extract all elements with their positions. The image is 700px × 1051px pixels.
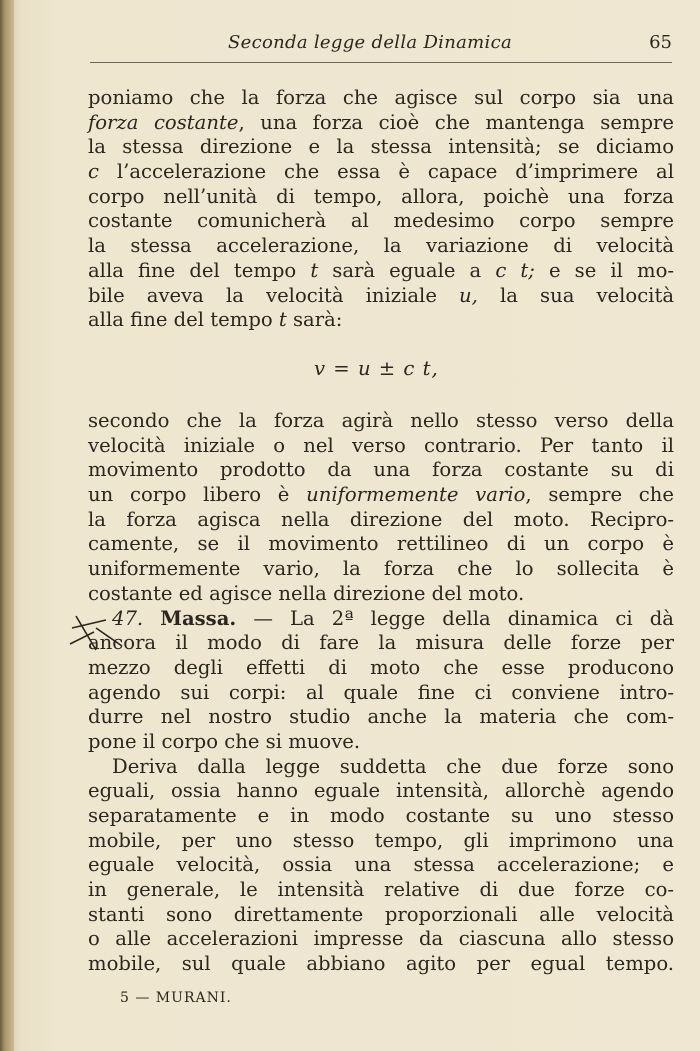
text-run: ancora il modo di fare la misura delle forze per — [88, 631, 674, 655]
italic-text: t — [278, 308, 287, 332]
text-run: durre nel nostro studio anche la materia che com- — [88, 705, 674, 729]
text-line — [88, 308, 674, 333]
page-gutter — [0, 0, 14, 1051]
text-line — [88, 458, 674, 483]
italic-text: uniformemente vario — [306, 483, 526, 507]
text-run: eguali, ossia hanno eguale intensità, allorchè agendo — [88, 779, 674, 803]
text-line — [88, 607, 674, 632]
text-run: mobile, per uno stesso tempo, gli imprimono una — [88, 828, 674, 852]
text-line — [88, 483, 674, 508]
text-line — [88, 557, 674, 582]
text-line — [88, 434, 674, 459]
text-run: e se il mo- — [534, 258, 674, 282]
text-line — [88, 952, 674, 977]
text-line — [88, 705, 674, 730]
text-run: alla fine del tempo — [88, 308, 279, 332]
running-title: Seconda legge della Dinamica — [228, 32, 512, 53]
text-run: sarà: — [286, 308, 343, 332]
text-line — [88, 681, 674, 706]
text-line — [88, 409, 674, 434]
page-number: 65 — [649, 32, 672, 53]
text-line — [88, 755, 674, 780]
text-line — [88, 284, 674, 309]
text-run: bile aveva la velocità iniziale — [88, 283, 460, 307]
text-run: la sua velocità — [477, 283, 674, 307]
italic-text: c — [88, 160, 99, 184]
text-line — [88, 656, 674, 681]
page-header — [90, 28, 672, 63]
text-line — [88, 853, 674, 878]
text-run: mezzo degli effetti di moto che esse producono — [88, 655, 674, 679]
text-run: camente, se il movimento rettilineo di un corpo è — [88, 532, 674, 556]
text-run: stanti sono direttamente proporzionali alle velocità — [88, 902, 674, 926]
page-footer: 5 — MURANI. — [120, 990, 232, 1006]
text-line — [88, 779, 674, 804]
text-line — [88, 508, 674, 533]
text-line — [88, 631, 674, 656]
formula: v = u ± c t, — [314, 357, 439, 380]
text-run: pone il corpo che si muove. — [88, 729, 361, 753]
text-line — [88, 135, 674, 160]
text-line — [88, 878, 674, 903]
text-run: uniformemente vario, la forza che lo sollecita è — [88, 557, 674, 581]
text-line — [88, 582, 674, 607]
italic-text: u, — [459, 283, 478, 307]
text-run: costante ed agisce nella direzione del moto. — [88, 581, 525, 605]
text-line — [88, 234, 674, 259]
italic-text: forza costante — [88, 110, 239, 134]
text-run: secondo che la forza agirà nello stesso verso della — [88, 409, 674, 432]
text-run: mobile, sul quale abbiano agito per egual tempo. — [88, 952, 674, 976]
text-run: — La 2ª legge della dinamica ci dà — [236, 606, 674, 630]
text-line — [88, 86, 674, 111]
text-run: separatamente e in modo costante su uno stesso — [88, 804, 674, 827]
text-run: movimento prodotto da una forza costante su di — [88, 458, 674, 482]
text-run: agendo sui corpi: al quale fine ci conviene intro- — [88, 680, 674, 704]
paragraph-block-1 — [88, 86, 674, 333]
italic-text: 47. — [112, 606, 144, 630]
text-line — [88, 532, 674, 557]
text-line — [88, 804, 674, 829]
text-line — [88, 259, 674, 284]
text-line — [88, 903, 674, 928]
text-run — [143, 607, 160, 630]
italic-text: t — [310, 258, 319, 282]
text-run: poniamo che la forza che agisce sul corpo sia una — [88, 86, 674, 109]
text-run: in generale, le intensità relative di due forze co- — [88, 878, 674, 902]
text-line — [88, 160, 674, 185]
handwritten-margin-mark — [66, 608, 126, 654]
text-run: , una forza cioè che mantenga sempre — [238, 110, 674, 134]
paragraph-block-2 — [88, 409, 674, 977]
italic-text: c t; — [495, 258, 535, 282]
text-line — [88, 927, 674, 952]
text-run: Deriva dalla legge suddetta che due forze sono — [112, 754, 674, 778]
text-run: sarà eguale a — [318, 258, 496, 282]
text-run: corpo nell’unità di tempo, allora, poichè una forza — [88, 184, 674, 208]
text-run: la stessa accelerazione, la variazione di velocità — [88, 234, 674, 258]
text-run: , sempre che — [525, 483, 674, 507]
text-run: alla fine del tempo — [88, 258, 311, 282]
text-run: la forza agisca nella direzione del moto. Recipro- — [88, 507, 674, 531]
text-line — [88, 185, 674, 210]
text-run: o alle accelerazioni impresse da ciascuna allo stesso — [88, 927, 674, 951]
text-run: costante comunicherà al medesimo corpo sempre — [88, 209, 674, 233]
section-heading: Massa. — [160, 606, 237, 630]
text-run: l’accelerazione che essa è capace d’imprimere al — [98, 160, 674, 184]
text-run: eguale velocità, ossia una stessa accelerazione; e — [88, 853, 674, 877]
text-run: la stessa direzione e la stessa intensità; se diciamo — [88, 135, 674, 159]
text-run: un corpo libero è — [88, 483, 307, 507]
text-line — [88, 730, 674, 755]
text-line — [88, 829, 674, 854]
text-line — [88, 209, 674, 234]
text-run: velocità iniziale o nel verso contrario. Per tanto il — [88, 433, 674, 457]
text-line — [88, 111, 674, 136]
